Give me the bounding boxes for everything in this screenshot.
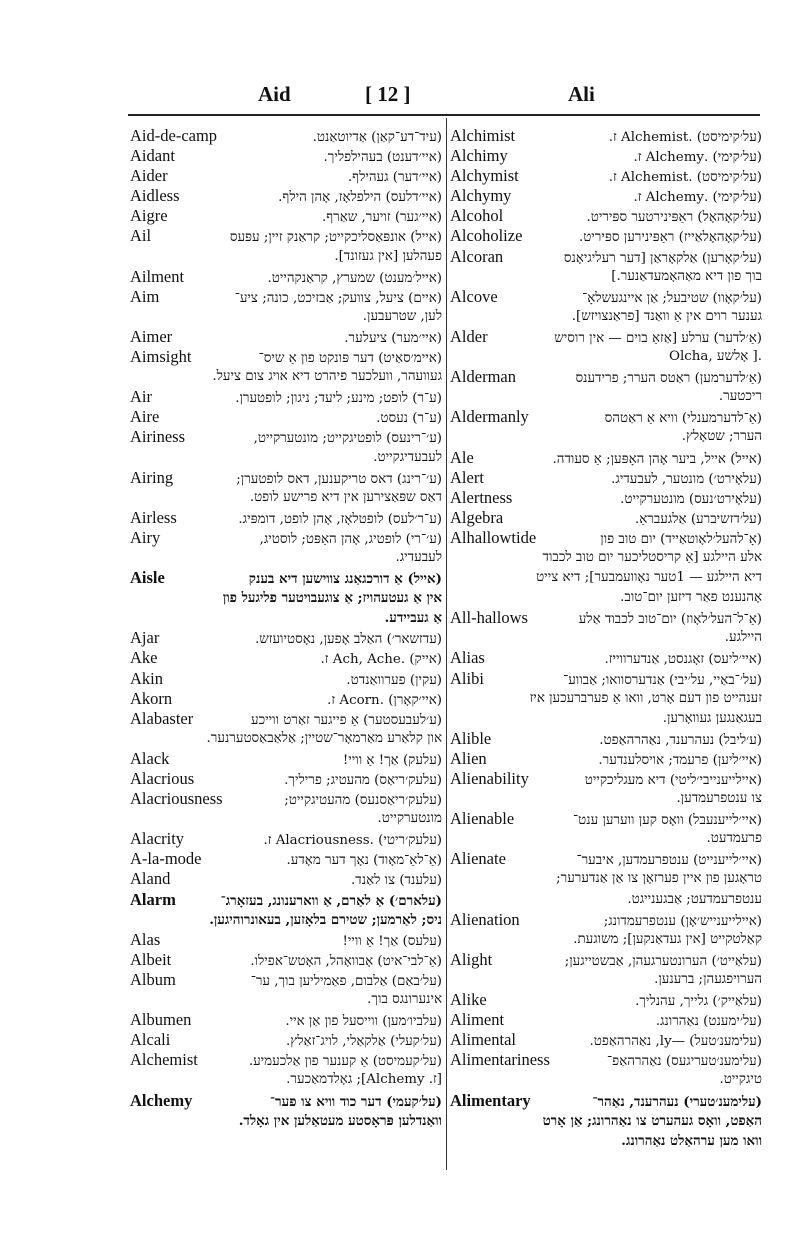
entry-definition: גענער רוים אין אַ וואַנד [פראַנצויזש]. [571,308,762,324]
dictionary-entry [450,729,762,749]
header-rule [128,114,760,116]
entry-headword: Ale [450,447,474,467]
dictionary-entry [450,990,762,1010]
entry-definition: (עלארם׳) אַ לאַרם, אַ ווארענונג, בעזאָרג־ [220,892,442,909]
entry-definition: אינערונגס בוך. [367,992,442,1008]
dictionary-entry [130,267,442,287]
dictionary-entry [130,387,442,407]
entry-definition: לען, שטרעבען. [362,308,442,324]
entry-headword: Alas [130,929,161,949]
entry-definition: (אַ־לבי־איט) אָבוואָהל, האָטש־אפילו. [250,953,442,969]
entry-headword: Alchemist [130,1050,198,1070]
entry-definition: (איילייענייבי׳ליטי) דיא מעגליכקייט [584,773,762,788]
entry-definition: (איי׳מער) ציעלער. [344,330,442,346]
entry-definition: (על׳קאָהאָלאַייז) ראַפּינירען ספּיריט. [578,230,762,246]
entry-headword: Alienation [450,909,520,929]
dictionary-entry [450,1010,762,1030]
entry-headword: Alchimy [450,146,508,166]
dictionary-entry [130,829,442,849]
entry-continuation [450,347,762,367]
dictionary-entry [450,407,762,427]
entry-definition: פעהלען [אין געזונד]. [334,248,442,264]
entry-headword: Alimentariness [450,1050,550,1070]
dictionary-entry [450,448,762,468]
entry-headword: Albeit [130,949,172,969]
entry-definition: (על׳קימי) .Alchemy ז. [633,190,762,206]
dictionary-entry [130,648,442,668]
entry-definition: דאַס שפּאַצירען אין דיא פרישע לופט. [249,489,442,505]
dictionary-entry [130,769,442,789]
dictionary-entry [130,869,442,889]
entry-headword: Alhallowtide [450,527,537,547]
entry-definition: הערר; שטאָלץ. [681,429,762,445]
entry-definition: טיגקייט. [719,1072,762,1088]
entry-definition: (עלימענ׳טעריגעס) נאַהרהאַפ־ [607,1054,762,1070]
entry-definition: (ע־ר׳לעס) לופטלאָז, אָהן לופט, דומפּיג. [238,511,442,527]
entry-definition: (עלאָירט׳נעס) מונטערקייט. [620,491,762,507]
entry-definition: ניס; לאַרמען; שטירם בלאָזען, בעאונרוהיגען. [209,911,442,928]
dictionary-entry [450,146,762,166]
dictionary-entry [130,890,442,910]
entry-definition: (על׳קעמי) דער כוד וויא צו פער־ [269,1093,442,1110]
entry-definition: (איי׳דער) געהילף. [347,170,442,186]
entry-headword: Airiness [130,427,185,447]
entry-continuation [450,689,762,709]
dictionary-entry [130,226,442,246]
entry-definition: אַ געביידע. [384,610,442,627]
entry-continuation [450,588,762,608]
entry-continuation [130,588,442,608]
entry-headword: Alchymist [450,166,519,186]
entry-definition: [ז. Alchemy]; גאָלדמאַכער. [286,1072,442,1088]
entry-definition: דיא היילגע — 1טער נאָוועמבער]; דיא צייט [536,570,762,586]
entry-definition: צו ענטפרעמדען. [676,791,762,807]
dictionary-entry [130,327,442,347]
entry-definition: (עלאָירט׳) מונטער, לעבעדיג. [611,471,762,487]
entry-continuation [450,970,762,990]
entry-headword: Aliment [450,1010,505,1030]
entry-definition: פרעמדעט. [706,831,762,847]
entry-definition: (אַ׳לדער) ערלע [אַזאַ בוים — אין רוסיש [554,330,762,346]
entry-definition: (על׳ימענט) נאַהרונג. [655,1014,762,1030]
dictionary-entry [450,608,762,628]
entry-definition: (על׳באַם) אַלבום, פאַמיליען בוך, ער־ [250,973,442,989]
entry-definition: וואו מען ערהאַלט נאַהרונג. [621,1132,762,1149]
dictionary-entry [450,749,762,769]
dictionary-entry [450,849,762,869]
entry-continuation [450,709,762,729]
entry-headword: Aire [130,407,160,427]
entry-definition: און קלאַרע מאַרמאָר־שטיין; אַלאַבאַסטערנער. [206,730,442,746]
dictionary-entry [130,166,442,186]
dictionary-entry [450,468,762,488]
entry-continuation [130,608,442,628]
entry-definition: (עלימענ׳טערי) נעהרענד, נאַהר־ [592,1093,762,1110]
entry-definition: מונטערקייט. [377,811,442,827]
entry-headword: Ail [130,226,152,246]
entry-headword: Aimer [130,326,173,346]
dictionary-entry [450,166,762,186]
entry-continuation [450,267,762,287]
dictionary-entry [450,809,762,829]
entry-definition: (עקין) פערוואַנדט. [346,672,442,688]
dictionary-entry [450,1030,762,1050]
entry-headword: Alienable [450,809,515,829]
entry-continuation [450,568,762,588]
entry-headword: Airy [130,527,161,547]
entry-headword: Alcoran [450,246,504,266]
entry-definition: וואַנדלען פּראָסטע מעטאַלען אין גאָלד. [238,1112,442,1129]
entry-continuation [450,548,762,568]
entry-definition: אָהנענט פאַר דיזען יום־טוב. [620,590,762,606]
entry-definition: (על׳־באַיי, על׳יבי) אַנדערסוואו; אַבווע־ [563,672,762,688]
dictionary-entry [130,950,442,970]
entry-headword: Aisle [130,568,165,588]
entry-headword: Album [130,969,176,989]
entry-headword: Akorn [130,688,173,708]
dictionary-entry [130,970,442,990]
page-number: [ 12 ] [365,82,411,106]
entry-definition: (עלענד) צו לאַנד. [351,873,442,889]
entry-continuation [450,628,762,648]
entry-continuation [130,990,442,1010]
entry-headword: Alibi [450,668,484,688]
entry-definition: טראָגען פון איין פערזאָן צו אַן אַנדערער; [556,871,762,887]
entry-definition: (עלעק׳ריטי) .Alacriousness ז. [263,833,442,849]
column-divider [446,118,447,1170]
entry-headword: Alias [450,648,485,668]
entry-definition: (ע׳ליבל) נעהרענד, נאַהרהאַפט. [599,732,762,748]
entry-definition: (אייל׳מענט) שמערץ, קראַנקהייט. [267,270,442,286]
entry-definition: זענהייט פון דעם אָרט, וואו אַ פערברעכען איז [529,690,762,706]
dictionary-entry [130,1010,442,1030]
entry-headword: A-la-mode [130,849,202,869]
entry-continuation [450,930,762,950]
entry-headword: Alert [450,467,484,487]
entry-definition: (ע׳־רי) לופטיג, אָהן האַפּט; לוסטיג, [259,531,442,547]
entry-headword: Air [130,387,152,407]
dictionary-entry [130,287,442,307]
dictionary-entry [130,508,442,528]
entry-definition: האַפט, וואָס געהערט צו נאַהרונג; אַן אָרט [542,1112,762,1129]
dictionary-entry [450,950,762,970]
entry-definition: (על׳קאָרען) אַלקאָראַן [דער רעליגיאָנס [563,250,762,266]
entry-continuation [450,869,762,889]
entry-headword: Alike [450,990,487,1010]
entry-definition: געוועהר, וועלכער פיהרט דיא אויג צום ציעל. [212,369,442,385]
dictionary-entry [130,126,442,146]
page-header [0,78,788,112]
dictionary-entry [450,1091,762,1111]
entry-headword: Alacrity [130,829,185,849]
entry-headword: Alien [450,748,487,768]
dictionary-entry [130,749,442,769]
entry-definition: (על׳קימיסט) .Alchemist ז. [608,130,762,145]
entry-headword: Ake [130,648,158,668]
entry-headword: Alacrious [130,769,195,788]
entry-definition: (אַ׳לדערמען) ראַטס הערר; פרידענס [575,371,762,387]
entry-definition: (ע׳־רינג) דאס טריקענען, דאס לופטערן; [236,471,442,487]
dictionary-entry [130,628,442,648]
dictionary-entry [130,427,442,447]
entry-headword: Algebra [450,507,504,527]
dictionary-entry [450,226,762,246]
entry-headword: Alcoholize [450,226,523,246]
entry-definition: (איילייענייש׳אָן) ענטפרעמדונג; [603,913,762,929]
entry-continuation [450,829,762,849]
entry-definition: (אָ־להעל׳לאָוטאַייד) יום טוב פון [600,531,762,547]
entry-headword: Alchimist [450,126,516,145]
entry-headword: Alimentary [450,1090,531,1110]
dictionary-entry [450,508,762,528]
dictionary-entry [130,528,442,548]
entry-definition: (עלעק) אַך! אַ וויי! [342,752,442,768]
entry-definition: (איי׳לייענייט) ענטפרעמדען, איבער־ [576,853,762,869]
entry-continuation [130,729,442,749]
entry-continuation [130,1111,442,1131]
entry-definition: (על׳קימי) .Alchemy ז. [633,150,762,166]
dictionary-entry [130,568,442,588]
entry-definition: (איי׳ליעס) זאָגנסט, אַנדערווייז. [604,652,762,668]
entry-continuation [130,367,442,387]
left-column [130,126,442,1131]
dictionary-entry [130,186,442,206]
entry-headword: Alarm [130,889,176,909]
dictionary-entry [450,287,762,307]
dictionary-entry [450,206,762,226]
entry-definition: (איימ׳סאַיט) דער פּונקט פון אַ שיס־ [258,351,442,367]
dictionary-entry [130,789,442,809]
entry-headword: Aimsight [130,347,192,367]
entry-definition: (אַ־לדערמענלי) וויא אַ ראַטהס [604,411,762,427]
entry-definition: (איי׳דלעס) הילפלאָז, אָהן הילף. [278,190,442,206]
entry-definition: (על׳קאָהאָל) ראַפּינירטער ספּיריט. [586,210,762,226]
entry-definition: (אייל) אַ דורכגאַנג צווישען דיא בענק [248,571,442,588]
entry-headword: Alertness [450,487,513,507]
entry-definition: (עלימענ׳טעל) —ly, נאַהרהאַפט. [589,1034,762,1050]
entry-headword: Aigre [130,206,168,226]
entry-headword: Alchemy [130,1090,193,1110]
entry-continuation [130,910,442,930]
entry-definition: (על׳דזשיברע) אַלגעבראַ. [634,511,762,527]
entry-headword: Aidless [130,186,180,206]
entry-headword: Aid-de-camp [130,126,218,145]
entry-continuation [450,387,762,407]
dictionary-entry [450,528,762,548]
dictionary-entry [130,669,442,689]
entry-headword: Alacriousness [130,789,223,809]
entry-headword: Ailment [130,266,185,286]
dictionary-entry [450,910,762,930]
entry-definition: (על׳קאָוו) שטיבעל; אַן איינגעשלאָ־ [582,290,762,306]
entry-headword: Alder [450,326,488,346]
entry-definition: Olcha, אָלשע ]. [669,349,762,365]
entry-continuation [450,1111,762,1131]
entry-definition: (עדזשאר׳) האַלב אָפען, נאָסטיועזש. [255,632,442,648]
dictionary-entry [450,769,762,789]
dictionary-entry [130,146,442,166]
dictionary-entry [130,849,442,869]
entry-definition: לעבעדיג. [395,549,442,565]
dictionary-entry [130,1091,442,1111]
entry-headword: Alcove [450,286,498,306]
entry-headword: Alchymy [450,186,512,206]
entry-definition: (אייל) אונפּאַסליכקייט; קראַנק זיין; עפּעס [229,230,442,246]
entry-headword: Aider [130,166,168,186]
entry-continuation [130,307,442,327]
entry-headword: Airless [130,507,177,527]
dictionary-entry [450,1050,762,1070]
entry-headword: Alimental [450,1030,516,1050]
entry-definition: הערויפגעהן; ברענען. [654,971,762,987]
dictionary-entry [130,206,442,226]
entry-continuation [450,1070,762,1090]
entry-definition: בעגאַנגען געוואָרען. [662,710,762,726]
entry-definition: (אייק) .Ach, Ache ז. [320,652,442,668]
entry-headword: Aim [130,286,160,306]
entry-definition: אין אַ געטעהויז; אַ צוגעבויטער פליגעל פון [222,590,442,607]
entry-headword: Alderman [450,367,516,387]
dictionary-entry [450,669,762,689]
entry-headword: Alcohol [450,206,504,226]
entry-definition: (עלעק׳ריאַס) מהעטיג; פריליך. [284,773,442,788]
dictionary-entry [130,689,442,709]
dictionary-entry [450,247,762,267]
entry-definition: (איי׳לייענעבל) וואָס קען ווערען ענט־ [573,813,762,829]
entry-headword: Aldermanly [450,407,529,427]
entry-definition: (איי׳גער) זויער, שאַרף. [321,210,442,226]
entry-continuation [130,247,442,267]
entry-definition: (ע׳לעבעסטער) אַ פייגער זאַרט ווייכע [251,712,442,728]
entry-continuation [450,789,762,809]
entry-headword: Ajar [130,628,160,648]
entry-definition: (אַ־ל־העל׳לאָוז) יום־טוב לכבוד אַלע [578,612,762,628]
dictionary-entry [450,327,762,347]
entry-definition: ריכטער. [718,389,762,405]
dictionary-entry [130,347,442,367]
entry-definition: (אייל) אייל, ביער אָהן האָפּען; אַ סעודה. [552,451,762,467]
dictionary-entry [130,1030,442,1050]
entry-continuation [130,488,442,508]
entry-definition: (איי׳קאָרן) .Acorn ז. [327,692,442,708]
header-left-guideword: Aid [258,82,291,106]
entry-headword: Alcali [130,1030,171,1050]
entry-definition: (עלביו׳מען) ווייסעל פון אַן איי. [285,1014,442,1030]
entry-headword: Alienability [450,769,529,788]
entry-headword: Alienate [450,849,506,869]
entry-continuation [130,548,442,568]
dictionary-entry [130,1050,442,1070]
dictionary-entry [130,930,442,950]
entry-continuation [130,1070,442,1090]
entry-headword: Alible [450,728,492,748]
entry-definition: ענטפרעמדעט; אַבגענייגט. [627,891,762,907]
dictionary-entry [450,367,762,387]
dictionary-entry [450,186,762,206]
entry-definition: (עיד־דע־קאַן) אַדיוטאַנט. [312,130,442,145]
entry-continuation [450,1131,762,1151]
dictionary-entry [130,709,442,729]
entry-headword: Aland [130,869,171,889]
entry-definition: לעבעדיגקייט. [373,449,442,465]
entry-continuation [450,427,762,447]
entry-headword: Akin [130,668,163,688]
entry-definition: אלע היילגע [אַ קריסטליכער יום טוב לכבוד [542,549,762,565]
dictionary-entry [450,648,762,668]
entry-definition: (ע־ר) נעסט. [376,411,442,427]
entry-definition: (על׳קימיסט) .Alchemist ז. [608,170,762,186]
entry-definition: (על׳קעלי) אַלקאַלי, לויג־זאַלץ. [286,1034,442,1050]
dictionary-entry [130,407,442,427]
entry-headword: Alabaster [130,708,194,728]
entry-definition: בוך פון דיא מאַהאָמעדאַנער.] [611,268,762,284]
entry-headword: Alack [130,748,170,768]
entry-headword: Airing [130,467,174,487]
entry-headword: Albumen [130,1010,192,1030]
entry-headword: Aidant [130,146,175,166]
dictionary-entry [450,488,762,508]
entry-continuation [130,809,442,829]
header-right-guideword: Ali [568,82,595,106]
entry-definition: (אַ־לאַ־מאָוד) נאָך דער מאָדע. [286,853,442,869]
entry-continuation [130,448,442,468]
entry-definition: (איים) ציעל, צוועק; אַבזיכט, כונה; ציע־ [234,290,442,306]
entry-continuation [450,890,762,910]
entry-definition: קאַלטקייט [אין געדאַנקען]; משוגעת. [573,931,762,947]
entry-definition: (על׳קעמיסט) אַ קענער פון אַלכעמיע. [248,1054,442,1070]
dictionary-entry [450,126,762,146]
entry-definition: (איי׳דענט) בעהילפליך. [323,150,442,166]
dictionary-entry [130,468,442,488]
entry-headword: Alight [450,949,493,969]
entry-definition: היילגע. [724,630,762,646]
entry-definition: (ע׳־רינעס) לופטיגקייט; מונטערקייט, [253,431,442,447]
entry-definition: (עלעס) אַך! אַ וויי! [342,933,442,949]
entry-definition: (איי׳ליען) פרעמד; אויסלענדער. [598,752,762,768]
entry-definition: (עלאַייט׳) הערונטערגעהן, אַבשטייגען; [564,953,762,969]
entry-headword: All-hallows [450,608,528,628]
entry-continuation [450,307,762,327]
entry-definition: (עלאַייק׳) גלייך, עהנליך. [635,994,762,1010]
entry-definition: (עלעק׳ריאַסנעס) מהעטיגקייט; [284,793,442,809]
right-column [450,126,762,1151]
entry-definition: (ע־ר) לופט; מינע; ליעד; ניגון; לופטערן. [235,391,442,407]
